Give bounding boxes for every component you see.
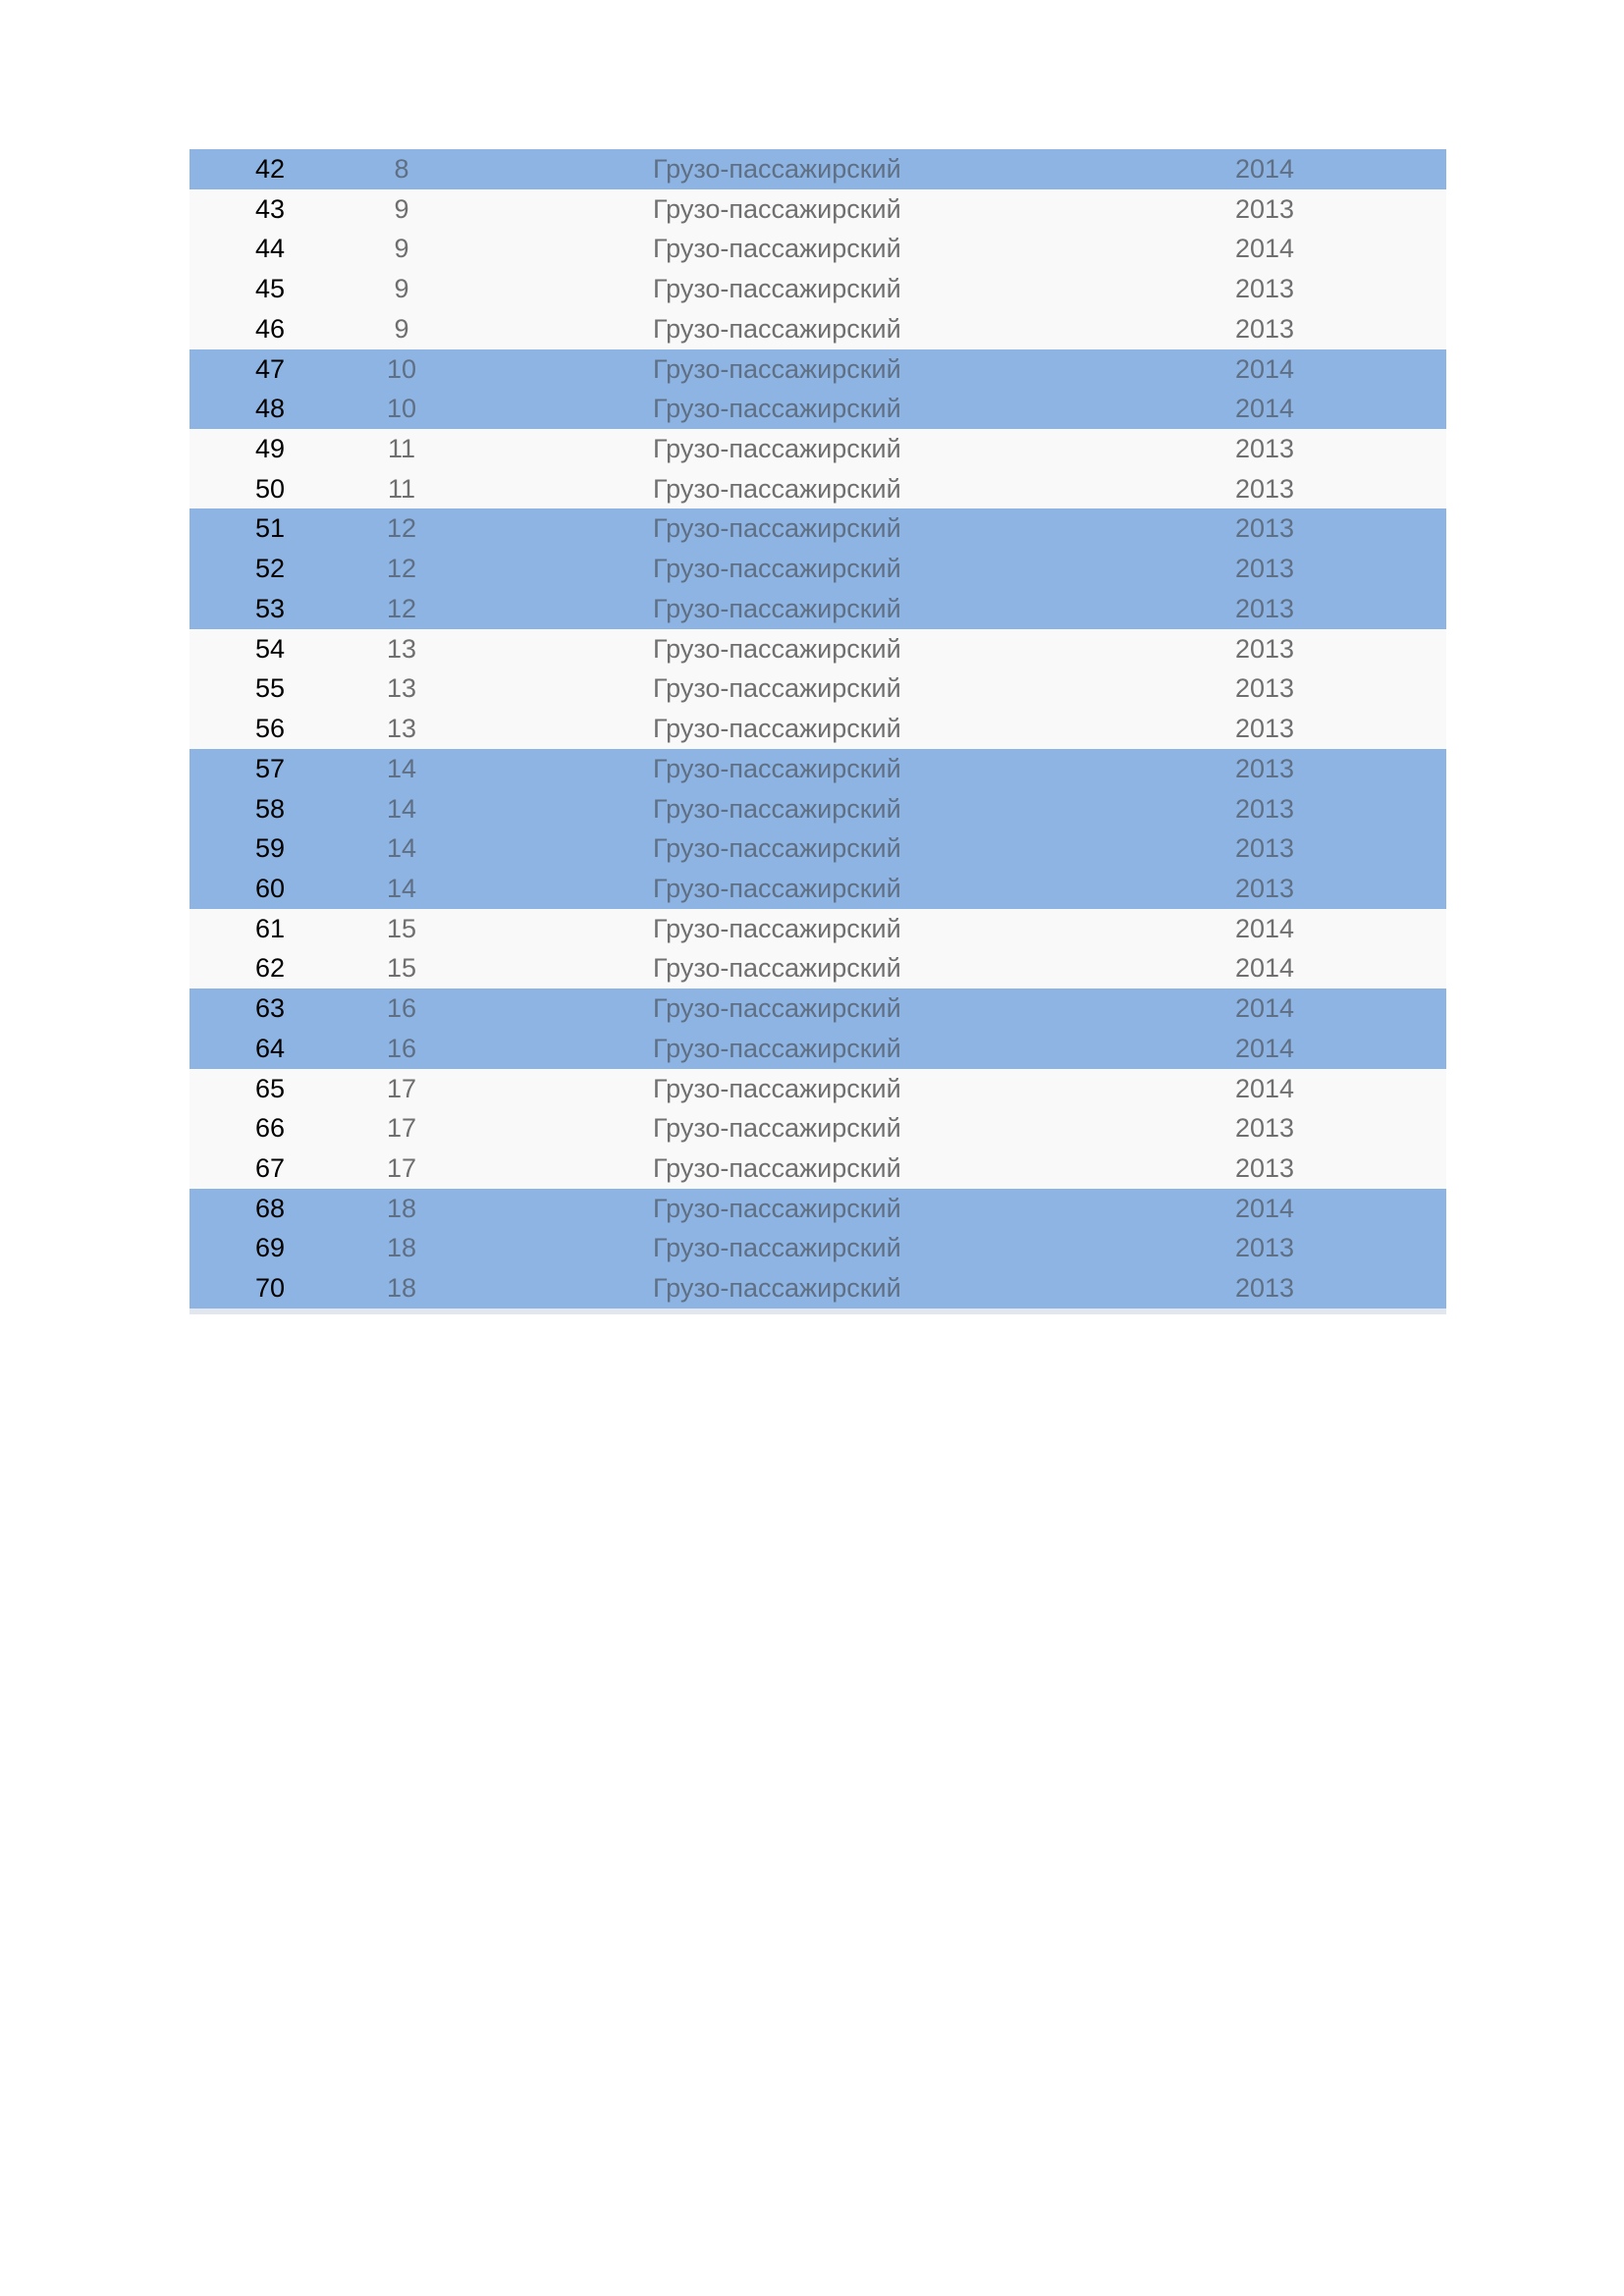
row-number-cell: 44 bbox=[254, 234, 286, 264]
row-number-cell: 68 bbox=[254, 1193, 286, 1223]
year-cell: 2014 bbox=[1234, 1073, 1295, 1103]
group-number-cell: 18 bbox=[386, 1273, 417, 1304]
group-number-cell: 11 bbox=[387, 473, 416, 504]
group-number-cell: 12 bbox=[386, 593, 417, 623]
group-number-cell: 13 bbox=[386, 633, 417, 664]
row-number-cell: 54 bbox=[254, 633, 286, 664]
year-cell: 2013 bbox=[1234, 193, 1295, 224]
row-number-cell: 53 bbox=[254, 593, 286, 623]
group-number-cell: 14 bbox=[386, 753, 417, 783]
row-number-cell: 50 bbox=[254, 473, 286, 504]
vehicle-type-cell: Грузо-пассажирский bbox=[653, 873, 901, 903]
vehicle-type-cell: Грузо-пассажирский bbox=[653, 1033, 901, 1063]
vehicle-type-cell: Грузо-пассажирский bbox=[653, 513, 901, 544]
group-number-cell: 16 bbox=[386, 993, 417, 1024]
row-number-cell: 59 bbox=[254, 833, 286, 864]
vehicle-type-cell: Грузо-пассажирский bbox=[653, 554, 901, 584]
table-row bbox=[189, 1189, 1446, 1229]
vehicle-type-cell: Грузо-пассажирский bbox=[653, 394, 901, 424]
row-number-cell: 64 bbox=[254, 1033, 286, 1063]
group-number-cell: 15 bbox=[386, 953, 417, 984]
table-row bbox=[189, 629, 1446, 669]
year-cell: 2013 bbox=[1234, 274, 1295, 304]
group-number-cell: 13 bbox=[386, 673, 417, 704]
year-cell: 2013 bbox=[1234, 434, 1295, 464]
table-row bbox=[189, 429, 1446, 469]
row-number-cell: 60 bbox=[254, 873, 286, 903]
year-cell: 2014 bbox=[1234, 913, 1295, 943]
row-number-cell: 47 bbox=[254, 353, 286, 384]
vehicle-type-cell: Грузо-пассажирский bbox=[653, 673, 901, 704]
year-cell: 2013 bbox=[1234, 313, 1295, 344]
vehicle-type-cell: Грузо-пассажирский bbox=[653, 1113, 901, 1144]
vehicle-type-cell: Грузо-пассажирский bbox=[653, 193, 901, 224]
table-row bbox=[189, 1108, 1446, 1148]
vehicle-type-cell: Грузо-пассажирский bbox=[653, 633, 901, 664]
vehicle-type-cell: Грузо-пассажирский bbox=[653, 833, 901, 864]
vehicle-type-cell: Грузо-пассажирский bbox=[653, 593, 901, 623]
group-number-cell: 9 bbox=[394, 234, 409, 264]
row-number-cell: 70 bbox=[254, 1273, 286, 1304]
year-cell: 2013 bbox=[1234, 753, 1295, 783]
year-cell: 2014 bbox=[1234, 234, 1295, 264]
row-number-cell: 65 bbox=[254, 1073, 286, 1103]
group-number-cell: 13 bbox=[386, 714, 417, 744]
group-number-cell: 14 bbox=[386, 793, 417, 824]
table-row bbox=[189, 869, 1446, 909]
vehicle-type-cell: Грузо-пассажирский bbox=[653, 953, 901, 984]
group-number-cell: 8 bbox=[394, 154, 409, 184]
vehicle-type-cell: Грузо-пассажирский bbox=[653, 1273, 901, 1304]
row-number-cell: 56 bbox=[254, 714, 286, 744]
table-row bbox=[189, 149, 1446, 189]
vehicle-type-cell: Грузо-пассажирский bbox=[653, 154, 901, 184]
group-number-cell: 17 bbox=[386, 1152, 417, 1183]
group-number-cell: 15 bbox=[386, 913, 417, 943]
table-row bbox=[189, 789, 1446, 829]
row-number-cell: 46 bbox=[254, 313, 286, 344]
table-row bbox=[189, 508, 1446, 549]
year-cell: 2014 bbox=[1234, 154, 1295, 184]
group-number-cell: 10 bbox=[386, 353, 417, 384]
table-row bbox=[189, 269, 1446, 309]
row-number-cell: 51 bbox=[254, 513, 286, 544]
data-table bbox=[189, 149, 1446, 1314]
vehicle-type-cell: Грузо-пассажирский bbox=[653, 473, 901, 504]
table-row bbox=[189, 1268, 1446, 1308]
vehicle-type-cell: Грузо-пассажирский bbox=[653, 793, 901, 824]
row-number-cell: 66 bbox=[254, 1113, 286, 1144]
group-number-cell: 14 bbox=[386, 873, 417, 903]
year-cell: 2013 bbox=[1234, 833, 1295, 864]
row-number-cell: 58 bbox=[254, 793, 286, 824]
vehicle-type-cell: Грузо-пассажирский bbox=[653, 714, 901, 744]
year-cell: 2014 bbox=[1234, 1193, 1295, 1223]
table-row bbox=[189, 589, 1446, 629]
group-number-cell: 12 bbox=[386, 513, 417, 544]
vehicle-type-cell: Грузо-пассажирский bbox=[653, 353, 901, 384]
row-number-cell: 48 bbox=[254, 394, 286, 424]
table-row bbox=[189, 828, 1446, 869]
year-cell: 2013 bbox=[1234, 1233, 1295, 1263]
year-cell: 2013 bbox=[1234, 554, 1295, 584]
group-number-cell: 9 bbox=[394, 313, 409, 344]
table-row bbox=[189, 749, 1446, 789]
table-row bbox=[189, 309, 1446, 349]
group-number-cell: 18 bbox=[386, 1233, 417, 1263]
row-number-cell: 69 bbox=[254, 1233, 286, 1263]
table-row bbox=[189, 1069, 1446, 1109]
table-row bbox=[189, 988, 1446, 1029]
vehicle-type-cell: Грузо-пассажирский bbox=[653, 274, 901, 304]
table-row bbox=[189, 948, 1446, 988]
group-number-cell: 18 bbox=[386, 1193, 417, 1223]
row-number-cell: 67 bbox=[254, 1152, 286, 1183]
vehicle-type-cell: Грузо-пассажирский bbox=[653, 1073, 901, 1103]
year-cell: 2013 bbox=[1234, 593, 1295, 623]
row-number-cell: 62 bbox=[254, 953, 286, 984]
table-row bbox=[189, 549, 1446, 589]
table-row bbox=[189, 1148, 1446, 1189]
row-number-cell: 57 bbox=[254, 753, 286, 783]
table-row bbox=[189, 1228, 1446, 1268]
year-cell: 2014 bbox=[1234, 953, 1295, 984]
year-cell: 2013 bbox=[1234, 793, 1295, 824]
table-row bbox=[189, 1029, 1446, 1069]
row-number-cell: 42 bbox=[254, 154, 286, 184]
year-cell: 2013 bbox=[1234, 1273, 1295, 1304]
group-number-cell: 9 bbox=[394, 193, 409, 224]
year-cell: 2013 bbox=[1234, 513, 1295, 544]
row-number-cell: 52 bbox=[254, 554, 286, 584]
vehicle-type-cell: Грузо-пассажирский bbox=[653, 1193, 901, 1223]
year-cell: 2013 bbox=[1234, 873, 1295, 903]
vehicle-type-cell: Грузо-пассажирский bbox=[653, 234, 901, 264]
year-cell: 2014 bbox=[1234, 993, 1295, 1024]
year-cell: 2013 bbox=[1234, 633, 1295, 664]
vehicle-type-cell: Грузо-пассажирский bbox=[653, 913, 901, 943]
group-number-cell: 17 bbox=[386, 1073, 417, 1103]
group-number-cell: 17 bbox=[386, 1113, 417, 1144]
vehicle-type-cell: Грузо-пассажирский bbox=[653, 313, 901, 344]
year-cell: 2013 bbox=[1234, 1113, 1295, 1144]
year-cell: 2013 bbox=[1234, 673, 1295, 704]
group-number-cell: 11 bbox=[387, 434, 416, 464]
group-number-cell: 9 bbox=[394, 274, 409, 304]
group-number-cell: 16 bbox=[386, 1033, 417, 1063]
vehicle-type-cell: Грузо-пассажирский bbox=[653, 1152, 901, 1183]
row-number-cell: 61 bbox=[254, 913, 286, 943]
row-number-cell: 49 bbox=[254, 434, 286, 464]
group-number-cell: 14 bbox=[386, 833, 417, 864]
vehicle-type-cell: Грузо-пассажирский bbox=[653, 993, 901, 1024]
table-row bbox=[189, 909, 1446, 949]
year-cell: 2014 bbox=[1234, 394, 1295, 424]
vehicle-type-cell: Грузо-пассажирский bbox=[653, 434, 901, 464]
table-row bbox=[189, 189, 1446, 230]
table-row bbox=[189, 349, 1446, 390]
year-cell: 2013 bbox=[1234, 714, 1295, 744]
year-cell: 2013 bbox=[1234, 1152, 1295, 1183]
table-row bbox=[189, 229, 1446, 269]
year-cell: 2014 bbox=[1234, 353, 1295, 384]
year-cell: 2013 bbox=[1234, 473, 1295, 504]
table-row bbox=[189, 389, 1446, 429]
year-cell: 2014 bbox=[1234, 1033, 1295, 1063]
table-row bbox=[189, 709, 1446, 749]
row-number-cell: 55 bbox=[254, 673, 286, 704]
group-number-cell: 10 bbox=[386, 394, 417, 424]
vehicle-type-cell: Грузо-пассажирский bbox=[653, 1233, 901, 1263]
table-row bbox=[189, 469, 1446, 509]
row-number-cell: 43 bbox=[254, 193, 286, 224]
group-number-cell: 12 bbox=[386, 554, 417, 584]
table-row bbox=[189, 668, 1446, 709]
row-number-cell: 45 bbox=[254, 274, 286, 304]
vehicle-type-cell: Грузо-пассажирский bbox=[653, 753, 901, 783]
row-number-cell: 63 bbox=[254, 993, 286, 1024]
